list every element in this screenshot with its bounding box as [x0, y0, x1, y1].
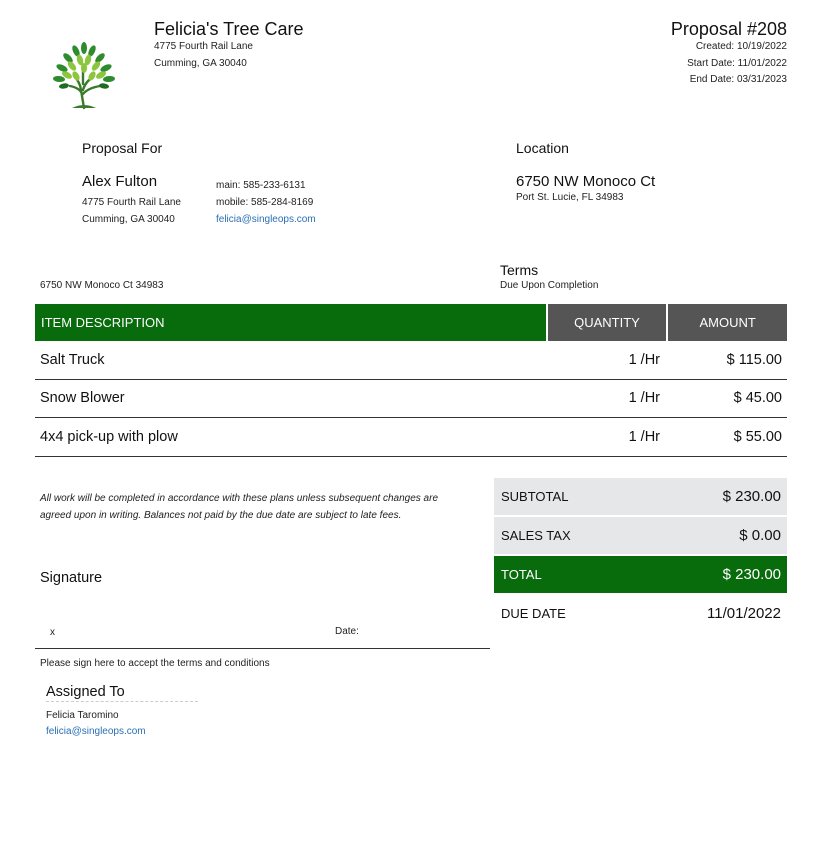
client-email-link[interactable]: felicia@singleops.com: [216, 214, 316, 225]
client-address-line1: 4775 Fourth Rail Lane: [82, 197, 181, 208]
proposal-created: Created: 10/19/2022: [695, 41, 787, 52]
header-amount: AMOUNT: [668, 304, 787, 341]
item-description: Salt Truck: [40, 351, 105, 368]
due-date-value: 11/01/2022: [707, 605, 781, 622]
signature-date-label: Date:: [335, 626, 359, 637]
item-amount: $ 55.00: [733, 428, 782, 445]
company-name: Felicia's Tree Care: [154, 19, 304, 39]
total-label: TOTAL: [501, 567, 542, 582]
client-main-phone: main: 585-233-6131: [216, 180, 306, 191]
sales-tax-row: [494, 517, 787, 554]
tree-logo-icon: [50, 38, 118, 110]
item-quantity: 1 /Hr: [628, 390, 660, 407]
sales-tax-label: SALES TAX: [501, 528, 571, 543]
assigned-to-label: Assigned To: [46, 684, 198, 702]
item-amount: $ 45.00: [733, 390, 782, 407]
signature-x-mark: x: [50, 627, 55, 638]
table-row: [35, 418, 787, 457]
terms-value: Due Upon Completion: [500, 280, 599, 291]
header-quantity: QUANTITY: [548, 304, 667, 341]
proposal-end-date: End Date: 03/31/2023: [689, 74, 787, 85]
item-quantity: 1 /Hr: [628, 428, 660, 445]
due-date-row: [494, 595, 787, 632]
total-row: [494, 556, 787, 593]
item-quantity: 1 /Hr: [628, 351, 660, 368]
item-description: Snow Blower: [40, 390, 125, 407]
due-date-label: DUE DATE: [501, 606, 566, 621]
item-amount: $ 115.00: [726, 351, 782, 368]
assigned-name: Felicia Taromino: [46, 710, 119, 721]
proposal-for-label: Proposal For: [82, 140, 163, 156]
signature-note: Please sign here to accept the terms and conditions: [40, 658, 270, 669]
sales-tax-value: $ 0.00: [739, 527, 781, 544]
location-label: Location: [516, 140, 569, 156]
company-address-line2: Cumming, GA 30040: [154, 58, 247, 69]
signature-line[interactable]: [35, 648, 490, 649]
total-value: $ 230.00: [722, 566, 781, 583]
client-mobile-phone: mobile: 585-284-8169: [216, 197, 314, 208]
client-address-line2: Cumming, GA 30040: [82, 214, 175, 225]
item-description: 4x4 pick-up with plow: [40, 428, 178, 445]
signature-label: Signature: [40, 570, 103, 586]
assigned-email-link[interactable]: felicia@singleops.com: [46, 726, 146, 737]
location-street: 6750 NW Monoco Ct: [516, 173, 656, 190]
items-table-header: [35, 304, 787, 341]
header-item-description: ITEM DESCRIPTION: [35, 304, 546, 341]
client-name: Alex Fulton: [82, 173, 158, 190]
proposal-start-date: Start Date: 11/01/2022: [687, 58, 787, 69]
company-address-line1: 4775 Fourth Rail Lane: [154, 41, 253, 52]
subtotal-label: SUBTOTAL: [501, 489, 569, 504]
items-table-body: [35, 341, 787, 457]
terms-label: Terms: [500, 262, 539, 278]
subtotal-value: $ 230.00: [722, 488, 781, 505]
subtotal-row: [494, 478, 787, 515]
table-row: [35, 380, 787, 419]
table-row: [35, 341, 787, 380]
totals-panel: [494, 478, 787, 634]
proposal-title: Proposal #208: [670, 19, 787, 39]
site-address: 6750 NW Monoco Ct 34983: [40, 280, 164, 291]
location-city: Port St. Lucie, FL 34983: [516, 192, 624, 203]
terms-notes: All work will be completed in accordance with these plans unless subsequent changes are agreed upon in writing. Balances not paid by the due date are subject to late fees.: [40, 493, 439, 521]
